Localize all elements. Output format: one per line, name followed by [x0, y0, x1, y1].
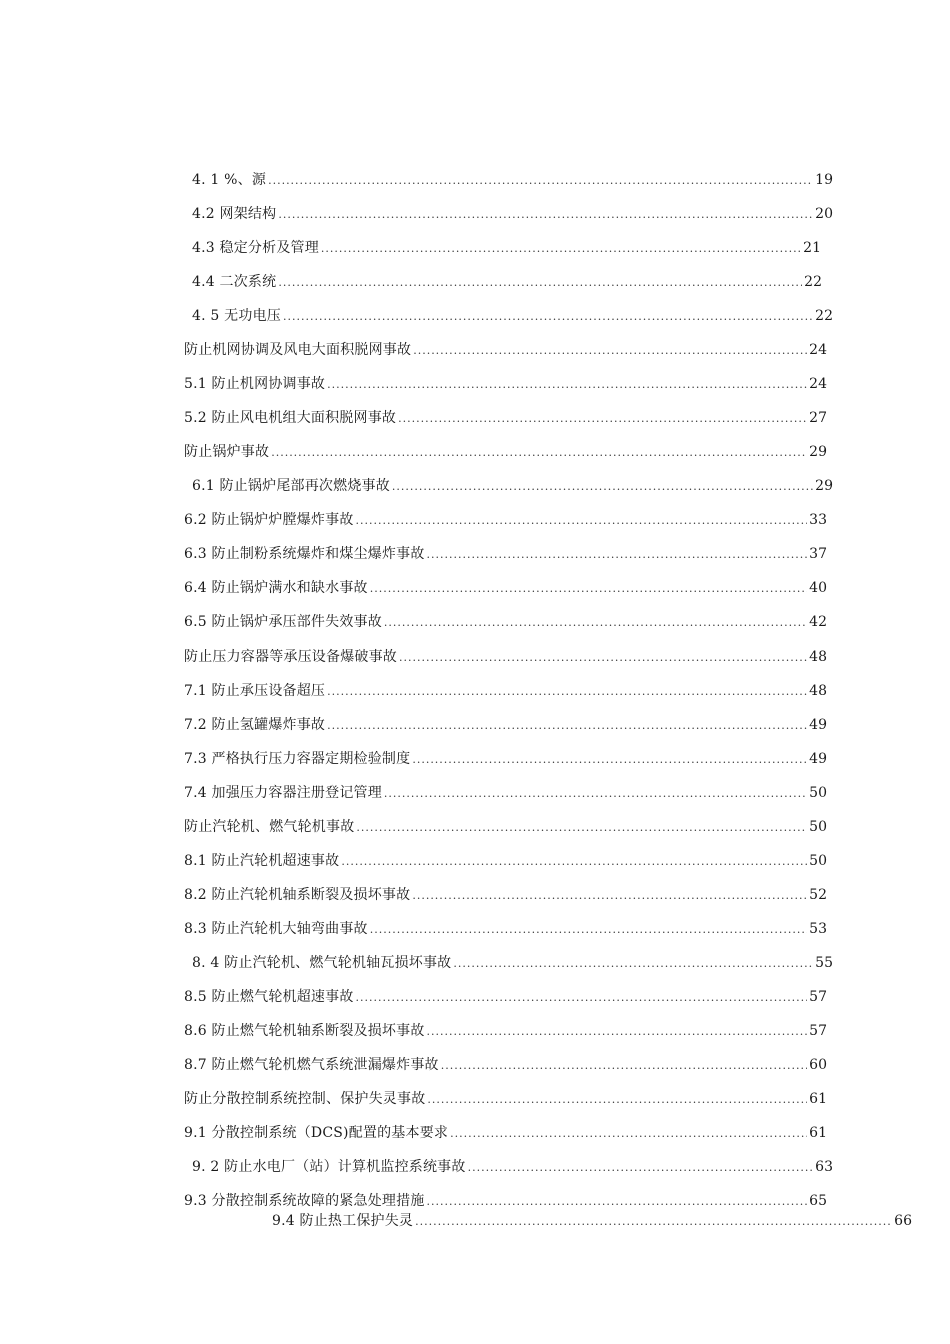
toc-leader-dots: [283, 306, 813, 328]
toc-entry[interactable]: [184, 373, 827, 395]
toc-entry[interactable]: [184, 646, 827, 668]
toc-entry-label: 6.4 防止锅炉满水和缺水事故: [184, 580, 368, 596]
toc-entry[interactable]: [184, 816, 827, 838]
toc-entry-page: 22: [804, 274, 822, 290]
toc-leader-dots: [327, 374, 807, 396]
toc-leader-dots: [384, 612, 807, 634]
toc-leader-dots: [356, 510, 808, 532]
toc-leader-dots: [427, 1021, 808, 1043]
toc-leader-dots: [356, 987, 808, 1009]
toc-leader-dots: [370, 919, 807, 941]
toc-entry[interactable]: [184, 577, 827, 599]
toc-entry-label: 防止机网协调及风电大面积脱网事故: [184, 342, 412, 358]
toc-entry-label: 防止分散控制系统控制、保护失灵事故: [184, 1091, 426, 1107]
toc-entry-label: 6.5 防止锅炉承压部件失效事故: [184, 614, 382, 630]
toc-entry-page: 61: [809, 1125, 827, 1141]
toc-entry-label: 9.1 分散控制系统（DCS)配置的基本要求: [184, 1125, 449, 1141]
toc-entry-label: 7.3 严格执行压力容器定期检验制度: [184, 751, 411, 767]
toc-entry[interactable]: [184, 611, 827, 633]
toc-entry[interactable]: [184, 509, 827, 531]
toc-entry[interactable]: [184, 782, 827, 804]
toc-entry-label: 4.4 二次系统: [192, 274, 277, 290]
toc-entry-page: 37: [809, 546, 827, 562]
toc-entry[interactable]: [192, 237, 821, 259]
toc-entry-label: 9.3 分散控制系统故障的紧急处理措施: [184, 1193, 425, 1209]
toc-entry-page: 49: [809, 717, 827, 733]
toc-entry-page: 55: [815, 955, 833, 971]
toc-entry-label: 防止压力容器等承压设备爆破事故: [184, 649, 397, 665]
toc-entry[interactable]: [192, 475, 833, 497]
toc-entry-page: 60: [809, 1057, 827, 1073]
toc-entry-page: 24: [809, 376, 827, 392]
toc-entry-page: 19: [815, 172, 833, 188]
toc-entry[interactable]: [184, 1020, 827, 1042]
toc-leader-dots: [412, 749, 807, 771]
toc-entry-page: 40: [809, 580, 827, 596]
toc-leader-dots: [398, 408, 807, 430]
toc-leader-dots: [384, 783, 807, 805]
toc-entry[interactable]: [192, 305, 833, 327]
toc-entry[interactable]: [184, 918, 827, 940]
toc-leader-dots: [321, 238, 801, 260]
toc-entry-page: 52: [809, 887, 827, 903]
toc-entry-label: 4. 5 无功电压: [192, 308, 281, 324]
toc-entry-page: 50: [809, 819, 827, 835]
toc-leader-dots: [268, 170, 813, 192]
toc-entry[interactable]: [184, 850, 827, 872]
toc-entry-label: 6.2 防止锅炉炉膛爆炸事故: [184, 512, 354, 528]
toc-entry-label: 4. 1 %、源: [192, 172, 267, 188]
toc-leader-dots: [468, 1157, 814, 1179]
toc-leader-dots: [356, 817, 807, 839]
toc-entry-label: 4.2 网架结构: [192, 206, 277, 222]
toc-entry[interactable]: [192, 169, 833, 191]
toc-entry-label: 7.1 防止承压设备超压: [184, 683, 326, 699]
toc-entry-label: 8.6 防止燃气轮机轴系断裂及损坏事故: [184, 1023, 425, 1039]
toc-entry[interactable]: [184, 986, 827, 1008]
toc-leader-dots: [453, 953, 813, 975]
toc-entry[interactable]: [192, 271, 822, 293]
toc-leader-dots: [278, 272, 802, 294]
toc-entry-page: 29: [815, 478, 833, 494]
toc-entry-page: 57: [809, 989, 827, 1005]
toc-entry[interactable]: [184, 680, 827, 702]
toc-entry-page: 48: [809, 683, 827, 699]
toc-entry-page: 42: [809, 614, 827, 630]
toc-entry-label: 6.3 防止制粉系统爆炸和煤尘爆炸事故: [184, 546, 425, 562]
toc-entry-label: 9.4 防止热工保护失灵: [272, 1213, 414, 1229]
toc-entry-page: 24: [809, 342, 827, 358]
toc-leader-dots: [370, 578, 807, 600]
toc-entry[interactable]: [184, 1088, 827, 1110]
toc-leader-dots: [441, 1055, 807, 1077]
toc-leader-dots: [427, 544, 808, 566]
toc-entry[interactable]: [184, 748, 827, 770]
toc-entry-label: 7.4 加强压力容器注册登记管理: [184, 785, 382, 801]
toc-leader-dots: [427, 1089, 807, 1111]
toc-entry[interactable]: [184, 1190, 827, 1212]
toc-entry[interactable]: [184, 339, 827, 361]
toc-entry-label: 8.7 防止燃气轮机燃气系统泄漏爆炸事故: [184, 1057, 439, 1073]
toc-entry-label: 7.2 防止氢罐爆炸事故: [184, 717, 326, 733]
toc-leader-dots: [392, 476, 813, 498]
toc-entry-label: 5.2 防止风电机组大面积脱网事故: [184, 410, 397, 426]
toc-entry[interactable]: [184, 1054, 827, 1076]
toc-entry-page: 49: [809, 751, 827, 767]
toc-entry-page: 66: [894, 1213, 912, 1229]
toc-entry-label: 6.1 防止锅炉尾部再次燃烧事故: [192, 478, 390, 494]
toc-entry[interactable]: [192, 1156, 833, 1178]
toc-entry[interactable]: [184, 1122, 827, 1144]
toc-entry-page: 63: [815, 1159, 833, 1175]
toc-leader-dots: [399, 647, 807, 669]
toc-entry[interactable]: [184, 407, 827, 429]
toc-leader-dots: [327, 715, 807, 737]
toc-entry[interactable]: [184, 714, 827, 736]
toc-entry-page: 21: [803, 240, 821, 256]
toc-entry-label: 8.3 防止汽轮机大轴弯曲事故: [184, 921, 368, 937]
toc-entry-page: 50: [809, 853, 827, 869]
toc-entry-label: 4.3 稳定分析及管理: [192, 240, 319, 256]
toc-entry-label: 8.2 防止汽轮机轴系断裂及损坏事故: [184, 887, 411, 903]
toc-entry-label: 8.5 防止燃气轮机超速事故: [184, 989, 354, 1005]
toc-entry[interactable]: [184, 884, 827, 906]
toc-entry-label: 9. 2 防止水电厂（站）计算机监控系统事故: [192, 1159, 466, 1175]
toc-leader-dots: [341, 851, 807, 873]
toc-leader-dots: [327, 681, 807, 703]
toc-entry-page: 29: [809, 444, 827, 460]
toc-entry-label: 5.1 防止机网协调事故: [184, 376, 326, 392]
toc-entry-label: 8. 4 防止汽轮机、燃气轮机轴瓦损坏事故: [192, 955, 452, 971]
toc-entry[interactable]: [192, 203, 833, 225]
toc-entry-page: 27: [809, 410, 827, 426]
toc-entry[interactable]: [192, 952, 833, 974]
toc-entry-label: 防止锅炉事故: [184, 444, 270, 460]
toc-entry[interactable]: [272, 1210, 912, 1232]
toc-entry-page: 65: [809, 1193, 827, 1209]
toc-leader-dots: [278, 204, 813, 226]
toc-entry-page: 22: [815, 308, 833, 324]
toc-entry-page: 20: [815, 206, 833, 222]
toc-entry-page: 53: [809, 921, 827, 937]
toc-entry-page: 48: [809, 649, 827, 665]
toc-entry-page: 50: [809, 785, 827, 801]
toc-entry-page: 61: [809, 1091, 827, 1107]
toc-leader-dots: [415, 1211, 892, 1233]
toc-entry-page: 57: [809, 1023, 827, 1039]
toc-entry-page: 33: [809, 512, 827, 528]
toc-entry-label: 8.1 防止汽轮机超速事故: [184, 853, 340, 869]
toc-leader-dots: [413, 340, 807, 362]
toc-entry-label: 防止汽轮机、燃气轮机事故: [184, 819, 355, 835]
toc-leader-dots: [412, 885, 807, 907]
toc-entry[interactable]: [184, 441, 827, 463]
toc-leader-dots: [450, 1123, 807, 1145]
toc-entry[interactable]: [184, 543, 827, 565]
toc-leader-dots: [271, 442, 807, 464]
